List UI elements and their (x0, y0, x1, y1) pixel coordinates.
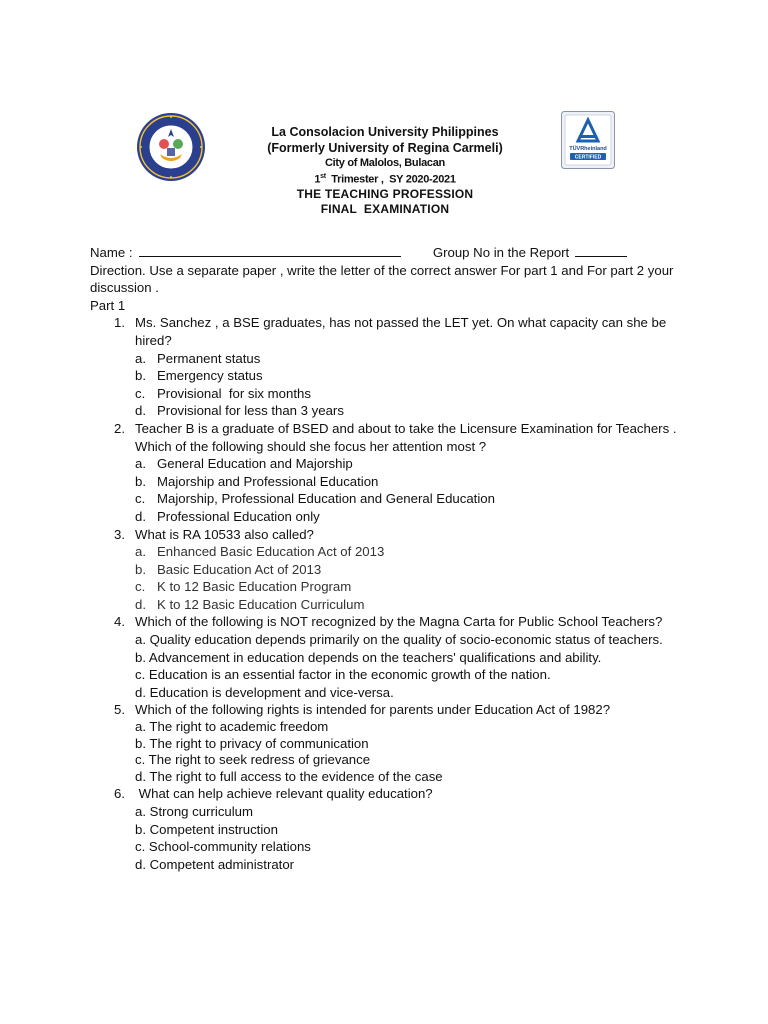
option-4a: a. Quality education depends primarily on the quality of socio-economic status of teachers. (135, 632, 663, 648)
university-name: La Consolacion University Philippines (271, 125, 499, 139)
former-name: (Formerly University of Regina Carmeli) (267, 141, 503, 155)
option-6b: b. Competent instruction (135, 821, 278, 837)
option-2a: a. General Education and Majorship (135, 456, 353, 472)
direction-text: Direction. Use a separate paper , write the letter of the correct answer For part 1 and For part 2 your discussion . (90, 262, 674, 296)
name-field[interactable] (139, 244, 401, 257)
course-title: THE TEACHING PROFESSION (296, 186, 474, 201)
question-5: 5. Which of the following rights is intended for parents under Education Act of 1982? (114, 702, 611, 718)
group-field[interactable] (575, 244, 627, 257)
option-2b: b. Majorship and Professional Education (135, 473, 379, 489)
question-1: 1. Ms. Sanchez , a BSE graduates, has not passed the LET yet. On what capacity can she be hired? (114, 315, 667, 348)
option-4b: b. Advancement in education depends on the teachers' qualifications and ability. (135, 649, 602, 665)
tuv-certified-badge (561, 111, 615, 169)
tuv-logo-icon (561, 111, 615, 169)
option-5a: a. The right to academic freedom (135, 719, 329, 735)
question-6: 6. What can help achieve relevant quality education? (114, 786, 433, 802)
option-3a: a. Enhanced Basic Education Act of 2013 (135, 544, 385, 560)
exam-title: FINAL EXAMINATION (320, 201, 450, 216)
name-label: Name : (90, 245, 133, 260)
name-line (90, 244, 690, 262)
option-6d: d. Competent administrator (135, 856, 295, 872)
option-6c: c. School-community relations (135, 839, 311, 855)
option-1a: a. Permanent status (135, 350, 261, 366)
question-2: 2. Teacher B is a graduate of BSED and about to take the Licensure Examination for Teachers . Which of the following should she focus her attention most ? (114, 420, 677, 454)
option-2d: d. Professional Education only (135, 508, 320, 524)
exam-body (90, 244, 690, 873)
option-1b: b. Emergency status (135, 368, 263, 384)
option-5d: d. The right to full access to the evidence of the case (135, 768, 443, 784)
option-2c: c. Majorship, Professional Education and General Education (135, 491, 495, 507)
university-seal-logo (136, 112, 206, 182)
city: City of Malolos, Bulacan (325, 157, 445, 169)
option-1c: c. Provisional for six months (135, 385, 311, 401)
term: 1st Trimester , SY 2020-2021 (314, 173, 456, 186)
option-5c: c. The right to seek redress of grievance (135, 752, 371, 768)
option-3d: d. K to 12 Basic Education Curriculum (135, 596, 365, 612)
svg-text:TÜVRheinland: TÜVRheinland (569, 146, 607, 152)
group-label: Group No in the Report (432, 245, 570, 260)
exam-header (220, 124, 550, 217)
option-4d: d. Education is development and vice-versa. (135, 684, 394, 700)
question-3: 3. What is RA 10533 also called? (114, 526, 314, 542)
option-3b: b. Basic Education Act of 2013 (135, 561, 322, 577)
option-4c: c. Education is an essential factor in the economic growth of the nation. (135, 667, 551, 683)
option-5b: b. The right to privacy of communication (135, 735, 369, 751)
option-3c: c. K to 12 Basic Education Program (135, 579, 352, 595)
option-1d: d. Provisional for less than 3 years (135, 403, 344, 419)
svg-text:CERTIFIED: CERTIFIED (574, 154, 602, 161)
part-label: Part 1 (90, 297, 126, 313)
question-4: 4. Which of the following is NOT recognized by the Magna Carta for Public School Teachers? (114, 614, 663, 630)
option-6a: a. Strong curriculum (135, 804, 253, 819)
